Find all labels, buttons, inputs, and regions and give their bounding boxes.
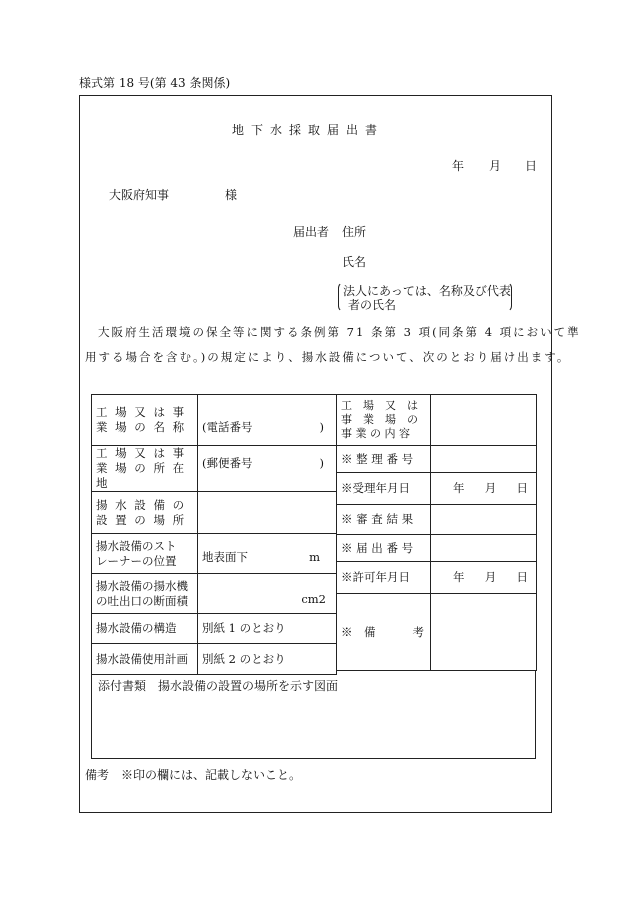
row-value[interactable]: 別紙 1 のとおり (198, 614, 337, 644)
row-value[interactable] (431, 395, 537, 446)
row-label: 工 場 又 は 事 業 場 の 名 称 (92, 395, 198, 446)
row-value[interactable]: 別紙 2 のとおり (198, 644, 337, 675)
table-row (337, 505, 537, 535)
table-row (92, 492, 337, 534)
row-value[interactable]: cm2 (198, 574, 337, 614)
row-label: 揚水設備の揚水機 の吐出口の断面積 (92, 574, 198, 614)
row-value[interactable]: (郵便番号 ) (198, 446, 337, 492)
row-label: ※許可年月日 (337, 562, 431, 594)
table-row (92, 614, 337, 644)
table-row (92, 644, 337, 675)
attachments-box (91, 671, 536, 759)
date-year: 年 (452, 159, 465, 173)
notifier-label: 届出者 (293, 225, 330, 239)
addressee-honorific: 様 (225, 188, 238, 202)
table-row (337, 535, 537, 562)
notifier-name-label: 氏名 (342, 255, 367, 269)
row-value[interactable] (431, 594, 537, 671)
form-number: 様式第 18 号(第 43 条関係) (79, 76, 231, 90)
row-label: ※ 備 考 (337, 594, 431, 671)
corp-note-line2: 者の氏名 (348, 298, 397, 312)
remark-text: 備考 ※印の欄には、記載しないこと。 (85, 768, 302, 782)
row-value[interactable]: 地表面下 m (198, 534, 337, 574)
table-row (337, 594, 537, 671)
table-row (92, 534, 337, 574)
row-label: 揚水設備のスト レーナーの位置 (92, 534, 198, 574)
row-label: 工 場 又 は 事 業 場 の 所 在 地 (92, 446, 198, 492)
form-title: 地下水採取届出書 (232, 123, 385, 137)
body-line-1: 大阪府生活環境の保全等に関する条例第 71 条第 3 項(同条第 4 項において準 (98, 325, 581, 339)
row-label: ※ 届 出 番 号 (337, 535, 431, 562)
row-value[interactable]: 年 月 日 (431, 473, 537, 505)
row-value[interactable]: (電話番号 ) (198, 395, 337, 446)
date-day: 日 (525, 159, 538, 173)
table-row (337, 562, 537, 594)
table-row (337, 446, 537, 473)
row-label: 揚水設備の構造 (92, 614, 198, 644)
table-row (337, 395, 537, 446)
row-value[interactable]: 年 月 日 (431, 562, 537, 594)
row-value[interactable] (198, 492, 337, 534)
table-row (337, 473, 537, 505)
table-row (92, 446, 337, 492)
row-label: 揚 水 設 備 の 設 置 の 場 所 (92, 492, 198, 534)
row-label: ※受理年月日 (337, 473, 431, 505)
table-row (92, 395, 337, 446)
row-value[interactable] (431, 535, 537, 562)
table-row (92, 574, 337, 614)
row-label: ※ 整 理 番 号 (337, 446, 431, 473)
body-line-2: 用する場合を含む。)の規定により、揚水設備について、次のとおり届け出ます。 (85, 350, 571, 364)
row-value[interactable] (431, 446, 537, 473)
corp-note-line1: 法人にあっては、名称及び代表 (343, 284, 511, 298)
left-table (91, 394, 337, 675)
date-month: 月 (489, 159, 502, 173)
row-label: ※ 審 査 結 果 (337, 505, 431, 535)
attachments-text: 添付書類 揚水設備の設置の場所を示す図面 (98, 679, 339, 693)
row-label: 工 場 又 は 事 業 場 の 事 業 の 内 容 (337, 395, 431, 446)
row-label: 揚水設備使用計画 (92, 644, 198, 675)
right-table (336, 394, 537, 671)
row-value[interactable] (431, 505, 537, 535)
addressee-name: 大阪府知事 (109, 188, 170, 202)
notifier-address-label: 住所 (342, 225, 367, 239)
